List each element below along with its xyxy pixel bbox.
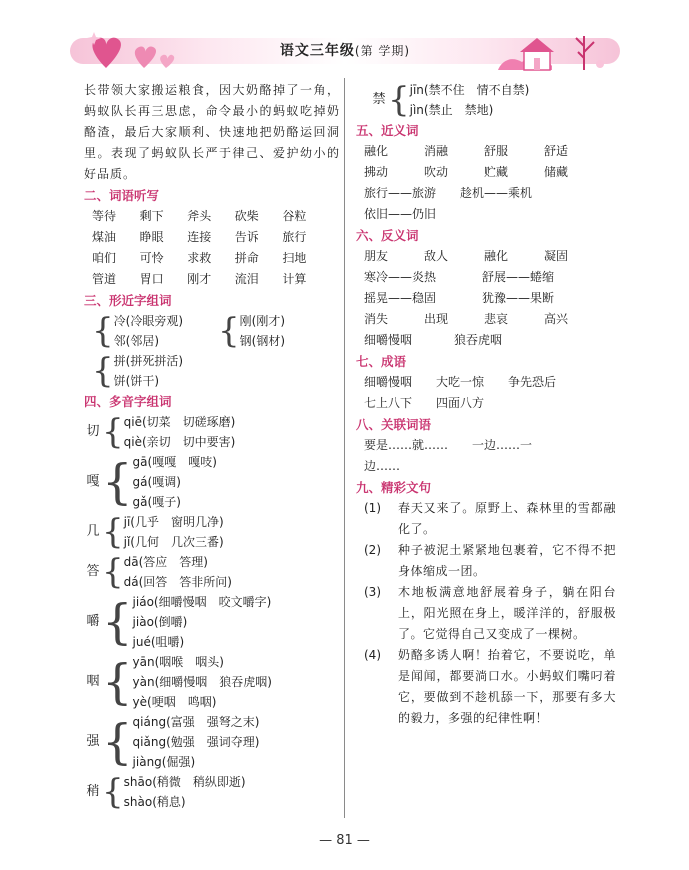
word: 管道 xyxy=(92,272,117,286)
word-grid xyxy=(84,206,330,290)
pinyin-line: yè(哽咽 鸣咽) xyxy=(132,695,217,709)
pinyin-line: qiè(亲切 切中要害) xyxy=(123,435,236,449)
similar-char-group xyxy=(92,311,218,351)
idiom-line: 七上八下 四面八方 xyxy=(364,396,485,410)
antonym-pair: 摇晃——稳固 xyxy=(364,291,437,305)
word: 凝固 xyxy=(544,249,569,263)
left-column xyxy=(84,80,340,812)
word: 求救 xyxy=(187,251,212,265)
polyphone-char: 禁 xyxy=(372,92,386,107)
word-grid xyxy=(356,246,604,267)
section-title: 三、形近字组词 xyxy=(84,293,172,308)
word: 告诉 xyxy=(234,230,259,244)
word: 储藏 xyxy=(544,165,569,179)
word: 高兴 xyxy=(544,312,569,326)
word: 睁眼 xyxy=(139,230,164,244)
word: 狼吞虎咽 xyxy=(454,333,503,347)
pinyin-line: qiǎng(勉强 强词夺理) xyxy=(132,735,260,749)
similar-char-entry: 饼(饼干) xyxy=(113,374,160,388)
pinyin-line: gá(嘎调) xyxy=(132,475,181,489)
word: 扫地 xyxy=(282,251,307,265)
word: 剩下 xyxy=(139,209,164,223)
brace-icon: { xyxy=(218,311,240,351)
title-subtitle: (第 学期) xyxy=(354,44,411,58)
brace-icon: { xyxy=(388,80,410,120)
word: 消失 xyxy=(364,312,389,326)
brace-icon: { xyxy=(92,351,114,391)
pinyin-line: jiào(倒嚼) xyxy=(132,615,188,629)
text-line: 旅行——旅游 趁机——乘机 xyxy=(364,186,533,200)
antonym-pair: 犹豫——果断 xyxy=(482,291,555,305)
pinyin-line: gǎ(嘎子) xyxy=(132,495,181,509)
word-grid xyxy=(356,309,604,330)
item-number: (4) xyxy=(364,648,381,662)
word: 敌人 xyxy=(424,249,449,263)
conjunction-line: 边…… xyxy=(364,459,401,473)
section-title: 五、近义词 xyxy=(356,123,419,138)
item-text: 木地板满意地舒展着身子，躺在阳台上，阳光照在身上，暖洋洋的，舒服极了。它觉得自己又变成了一棵树。 xyxy=(398,585,616,641)
word: 可怜 xyxy=(139,251,164,265)
brace-icon: { xyxy=(102,454,133,510)
word-grid xyxy=(356,330,544,351)
word: 舒服 xyxy=(484,144,509,158)
item-text: 种子被泥土紧紧地包裹着，它不得不把身体缩成一团。 xyxy=(398,543,616,578)
pinyin-line: shāo(稍微 稍纵即逝) xyxy=(123,775,246,789)
polyphone-char: 切 xyxy=(86,424,100,439)
polyphone-char: 咽 xyxy=(86,674,100,689)
brace-icon: { xyxy=(102,412,124,452)
word: 谷粒 xyxy=(282,209,307,223)
pinyin-line: yān(咽喉 咽头) xyxy=(132,655,224,669)
word: 悲哀 xyxy=(484,312,509,326)
antonym-pair: 寒冷——炎热 xyxy=(364,270,437,284)
polyphone-char: 强 xyxy=(86,734,100,749)
similar-char-group xyxy=(84,351,340,391)
polyphone-group xyxy=(84,652,340,712)
word: 刚才 xyxy=(187,272,212,286)
pinyin-line: jiàng(倔强) xyxy=(132,755,196,769)
item-number: (3) xyxy=(364,585,381,599)
column-divider xyxy=(344,78,345,818)
brace-icon: { xyxy=(92,311,114,351)
sentence-item xyxy=(356,645,616,729)
similar-char-row xyxy=(84,311,340,351)
brace-icon: { xyxy=(102,594,133,650)
page-title xyxy=(70,40,620,60)
polyphone-char: 几 xyxy=(86,524,100,539)
page-number: — 81 — xyxy=(319,833,370,848)
word: 吹动 xyxy=(424,165,449,179)
word: 计算 xyxy=(282,272,307,286)
section-title: 九、精彩文句 xyxy=(356,480,432,495)
word: 朋友 xyxy=(364,249,389,263)
similar-char-entry: 刚(刚才) xyxy=(239,314,286,328)
word: 融化 xyxy=(484,249,509,263)
brace-icon: { xyxy=(102,772,124,812)
sentence-item xyxy=(356,498,616,540)
pinyin-line: shào(稍息) xyxy=(123,795,186,809)
word: 出现 xyxy=(424,312,449,326)
word: 等待 xyxy=(92,209,117,223)
brace-icon: { xyxy=(102,552,124,592)
polyphone-char: 稍 xyxy=(86,784,100,799)
similar-char-group xyxy=(218,311,285,351)
section-title: 八、关联词语 xyxy=(356,417,432,432)
conjunction-line: 要是……就…… 一边……一 xyxy=(364,438,533,452)
text-line: 依旧——仍旧 xyxy=(364,207,437,221)
section-title: 二、词语听写 xyxy=(84,188,160,203)
sentence-item xyxy=(356,540,616,582)
section-title: 七、成语 xyxy=(356,354,407,369)
word: 砍柴 xyxy=(234,209,259,223)
word: 拂动 xyxy=(364,165,389,179)
item-text: 春天又来了。原野上、森林里的雪都融化了。 xyxy=(398,501,616,536)
word: 消融 xyxy=(424,144,449,158)
pinyin-line: jìn(禁止 禁地) xyxy=(409,103,494,117)
brace-icon: { xyxy=(102,654,133,710)
sentence-item xyxy=(356,582,616,645)
polyphone-char: 嘎 xyxy=(86,474,100,489)
polyphone-char: 嚼 xyxy=(86,614,100,629)
word: 流泪 xyxy=(234,272,259,286)
pinyin-line: dā(答应 答理) xyxy=(123,555,208,569)
title-text: 语文三年级 xyxy=(279,43,355,59)
page-header xyxy=(70,28,620,74)
section-title: 六、反义词 xyxy=(356,228,419,243)
polyphone-group xyxy=(84,712,340,772)
pinyin-line: qiē(切菜 切磋琢磨) xyxy=(123,415,236,429)
antonym-pairs xyxy=(356,267,600,309)
pinyin-line: jī(几乎 窗明几净) xyxy=(123,515,224,529)
right-column xyxy=(356,80,616,729)
polyphone-group xyxy=(84,772,340,812)
intro-paragraph: 长带领大家搬运粮食，因大奶酪掉了一角，蚂蚁队长再三思虑，命令最小的蚂蚁吃掉奶酪渣，最后大家顺利、快速地把奶酪运回洞里。表现了蚂蚁队长严于律己、爱护幼小的好品质。 xyxy=(84,83,340,181)
section-title: 四、多音字组词 xyxy=(84,394,172,409)
pinyin-line: jué(咀嚼) xyxy=(132,635,185,649)
polyphone-group xyxy=(84,512,340,552)
polyphone-group xyxy=(356,80,616,120)
antonym-pair: 舒展——蜷缩 xyxy=(482,270,555,284)
similar-char-entry: 邻(邻居) xyxy=(113,334,160,348)
polyphone-group xyxy=(84,412,340,452)
word: 煤油 xyxy=(92,230,117,244)
word: 融化 xyxy=(364,144,389,158)
polyphone-group xyxy=(84,552,340,592)
pinyin-line: yàn(细嚼慢咽 狼吞虎咽) xyxy=(132,675,272,689)
idiom-line: 细嚼慢咽 大吃一惊 争先恐后 xyxy=(364,375,557,389)
pinyin-line: qiáng(富强 强弩之末) xyxy=(132,715,260,729)
pinyin-line: jǐ(几何 几次三番) xyxy=(123,535,224,549)
pinyin-line: jīn(禁不住 情不自禁) xyxy=(409,83,530,97)
word: 斧头 xyxy=(187,209,212,223)
word: 旅行 xyxy=(282,230,307,244)
pinyin-line: dá(回答 答非所问) xyxy=(123,575,232,589)
similar-char-entry: 冷(冷眼旁观) xyxy=(113,314,184,328)
brace-icon: { xyxy=(102,714,133,770)
word-grid xyxy=(356,141,604,183)
word: 连接 xyxy=(187,230,212,244)
word: 贮藏 xyxy=(484,165,509,179)
pinyin-line: gā(嘎嘎 嘎吱) xyxy=(132,455,217,469)
pinyin-line: jiáo(细嚼慢咽 咬文嚼字) xyxy=(132,595,272,609)
word: 胃口 xyxy=(139,272,164,286)
polyphone-group xyxy=(84,592,340,652)
similar-char-entry: 拼(拼死拼活) xyxy=(113,354,184,368)
word: 舒适 xyxy=(544,144,569,158)
similar-char-entry: 钢(钢材) xyxy=(239,334,286,348)
item-number: (2) xyxy=(364,543,381,557)
item-number: (1) xyxy=(364,501,381,515)
word: 拼命 xyxy=(234,251,259,265)
polyphone-char: 答 xyxy=(86,564,100,579)
word: 咱们 xyxy=(92,251,117,265)
item-text: 奶酪多诱人啊！抬着它，不要说吃，单是闻闻，都要淌口水。小蚂蚁们嘴叼着它，要做到不趁机舔一下，那要有多大的毅力，多强的纪律性啊！ xyxy=(398,648,616,725)
brace-icon: { xyxy=(102,512,124,552)
word: 细嚼慢咽 xyxy=(364,333,413,347)
polyphone-group xyxy=(84,452,340,512)
